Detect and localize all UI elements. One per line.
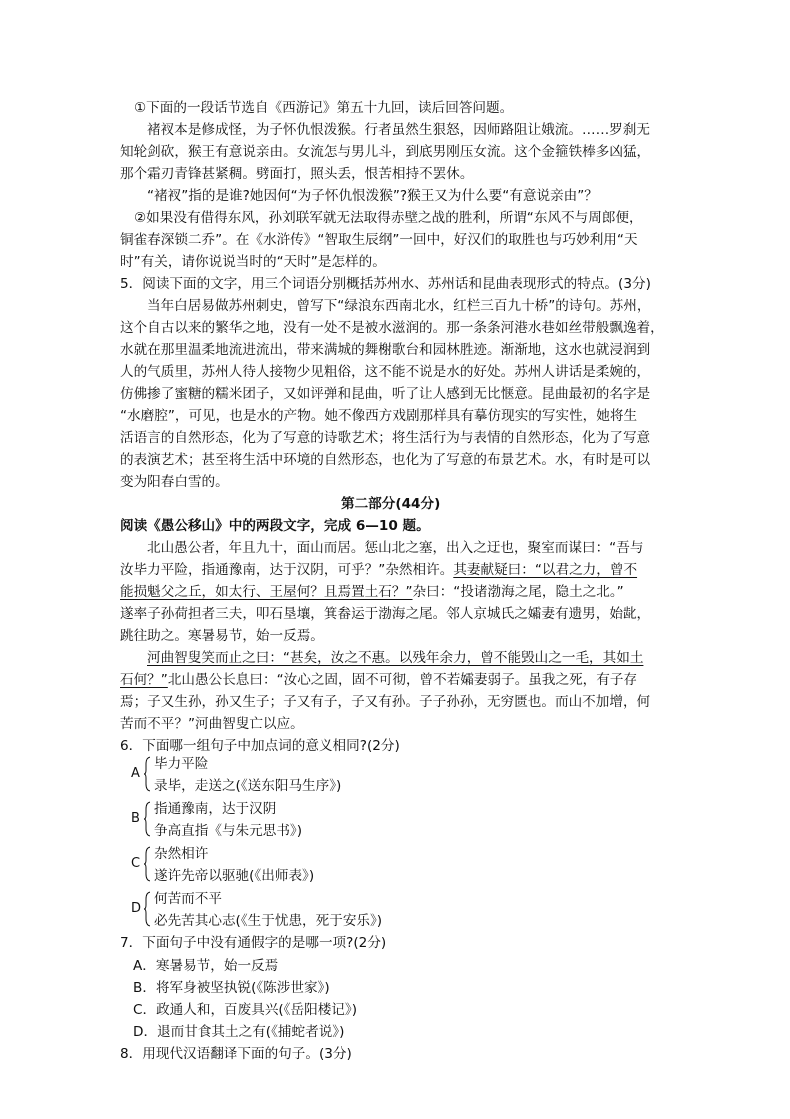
q7-option: D．退而甘食其土之有(《捕蛇者说》) — [133, 1024, 345, 1040]
q5-passage-line: 仿佛掺了蜜糖的糯米团子，又如评弹和昆曲，听了让人感到无比惬意。昆曲最初的名字是 — [120, 386, 651, 402]
q6-option-letter: C — [131, 856, 141, 871]
underlined-sentence: 其妻献疑曰：“以君之力，曾不 — [453, 562, 638, 578]
q1-poem-line: 那个霜刃青锋甚紧稠。劈面打，照头丢，恨苦相持不罢休。 — [120, 166, 474, 182]
q6-option-letter: B — [131, 811, 140, 826]
q6-option-letter: A — [131, 766, 140, 781]
part2-heading: 第二部分(44分) — [341, 496, 441, 512]
q6-option-sentence: 遂许先帝以驱驰(《出师表》) — [154, 868, 315, 884]
q2-line: 铜雀春深锁二乔”。在《水浒传》“智取生辰纲”一回中，好汉们的取胜也与巧妙利用“天 — [120, 232, 638, 248]
q6-option-sentence: 争高直指《与朱元思书》) — [154, 823, 303, 839]
q6-option-sentence: 指通豫南，达于汉阴 — [154, 801, 277, 817]
q2-line: 时”有关，请你说说当时的“天时”是怎样的。 — [120, 254, 386, 270]
brace-icon — [144, 891, 150, 927]
q7-option: B．将军身被坚执锐(《陈涉世家》) — [133, 980, 330, 996]
q6-option-sentence: 何苦而不平 — [154, 891, 222, 907]
q1-question: “褚衩”指的是谁?她因何“为子怀仇恨泼猴”?猴王又为什么要“有意说亲由”？ — [147, 188, 598, 204]
q6-option-sentence: 毕力平险 — [154, 756, 209, 772]
q6-option-sentence: 杂然相许 — [154, 846, 209, 862]
q2-line: ②如果没有借得东风，孙刘联军就无法取得赤壁之战的胜利，所谓“东风不与周郎便， — [134, 210, 643, 226]
q5-passage-line: 的表演艺术；甚至将生活中环境的自然形态，也化为了写意的布景艺术。水，有时是可以 — [120, 452, 651, 468]
passage-text: 杂曰：“投诸渤海之尾，隐土之北。” — [412, 584, 624, 600]
q5-stem: 5．阅读下面的文字，用三个词语分别概括苏州水、苏州话和昆曲表现形式的特点。(3分) — [120, 276, 651, 292]
q5-passage-line: 活语言的自然形态，化为了写意的诗歌艺术；将生活行为与表情的自然形态，化为了写意 — [120, 430, 651, 446]
passage-line — [120, 581, 624, 603]
passage-line: 遂率子孙荷担者三夫，叩石垦壤，箕畚运于渤海之尾。邻人京城氏之孀妻有遗男，始龀， — [120, 606, 651, 622]
q1-poem-line: 知轮剑砍，猴王有意说亲由。女流怎与男儿斗，到底男刚压女流。这个金箍铁棒多凶猛， — [120, 144, 651, 160]
passage-line — [120, 559, 637, 581]
q6-option-letter: D — [131, 901, 142, 916]
q5-passage-line: “水磨腔”，可见，也是水的产物。她不像西方戏剧那样具有摹仿现实的写实性，她将生 — [120, 408, 638, 424]
passage-text: 汝毕力平险，指通豫南，达于汉阴，可乎？”杂然相许。 — [120, 562, 454, 578]
underlined-sentence: 河曲智叟笑而止之曰：“甚矣，汝之不惠。以残年余力，曾不能毁山之一毛，其如土 — [147, 650, 644, 666]
q5-passage-line: 水就在那里温柔地流进流出，带来满城的舞榭歌台和园林胜迹。渐渐地，这水也就浸润到 — [120, 342, 651, 358]
q5-passage-line: 人的气质里，苏州人待人接物少见粗俗，这不能不说是水的好处。苏州人讲话是柔婉的， — [120, 364, 651, 380]
q7-stem: 7．下面句子中没有通假字的是哪一项?(2分) — [120, 935, 387, 951]
passage-line — [120, 669, 637, 691]
underlined-sentence: 石何？” — [120, 672, 168, 688]
brace-icon — [144, 846, 150, 882]
q6-option-sentence: 录毕，走送之(《送东阳马生序》) — [154, 778, 342, 794]
q8-stem: 8．用现代汉语翻译下面的句子。(3分) — [120, 1046, 352, 1062]
part2-instruction: 阅读《愚公移山》中的两段文字，完成 6—10 题。 — [120, 518, 430, 534]
q6-option-sentence: 必先苦其心志(《生于忧患，死于安乐》) — [154, 913, 383, 929]
q7-option: C．政通人和，百废具兴(《岳阳楼记》) — [133, 1002, 357, 1018]
passage-text: 北山愚公长息曰：“汝心之固，固不可彻，曾不若孀妻弱子。虽我之死，有子存 — [167, 672, 638, 688]
q7-option: A．寒暑易节，始一反焉 — [133, 958, 279, 974]
q5-passage-line: 变为阳春白雪的。 — [120, 474, 229, 490]
passage-line: 苦而不平？”河曲智叟亡以应。 — [120, 716, 304, 732]
brace-icon — [144, 801, 150, 837]
brace-icon — [144, 756, 150, 792]
underlined-sentence: 能损魁父之丘，如太行、王屋何？且焉置土石？” — [120, 584, 413, 600]
q6-stem: 6．下面哪一组句子中加点词的意义相同?(2分) — [120, 738, 400, 754]
q1-poem-line: 褚衩本是修成怪，为子怀仇恨泼猴。行者虽然生狠怒，因师路阻让娥流。……罗刹无 — [147, 122, 650, 138]
q1-intro: ①下面的一段话节选自《西游记》第五十九回，读后回答问题。 — [134, 100, 514, 116]
q5-passage-line: 当年白居易做苏州刺史，曾写下“绿浪东西南北水，红栏三百九十桥”的诗句。苏州， — [147, 298, 651, 314]
passage-line: 焉；子又生孙，孙又生子；子又有子，子又有孙。子子孙孙，无穷匮也。而山不加增，何 — [120, 694, 651, 710]
q5-passage-line: 这个自古以来的繁华之地，没有一处不是被水滋润的。那一条条河港水巷如丝带般飘逸着， — [120, 320, 664, 336]
passage-line: 北山愚公者，年且九十，面山而居。惩山北之塞，出入之迂也，聚室而谋曰：“吾与 — [147, 540, 644, 556]
passage-line: 跳往助之。寒暑易节，始一反焉。 — [120, 628, 324, 644]
